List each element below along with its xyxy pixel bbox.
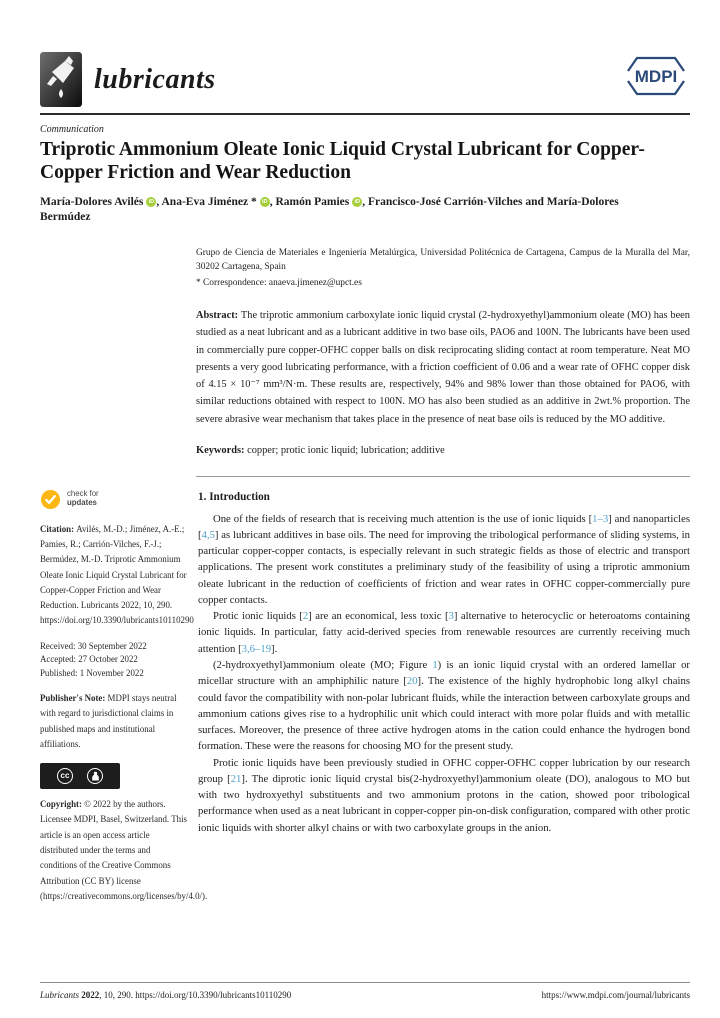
citation-label: Citation: [40, 523, 77, 534]
reference-link[interactable]: 20 [406, 675, 418, 688]
accepted-date: Accepted: 27 October 2022 [40, 654, 138, 665]
page-title: Triprotic Ammonium Oleate Ionic Liquid Crystal Lubricant for Copper-Copper Friction and Wear Reduction [40, 139, 645, 184]
check-icon [40, 489, 61, 510]
reference-link[interactable]: 1–3 [592, 512, 609, 525]
abstract-label: Abstract: [196, 310, 241, 322]
citation-text: Avilés, M.-D.; Jiménez, A.-E.; Pamies, R.; Carrión-Vilches, F.-J.; Bermúdez, M.-D. Triprotic Ammonium Oleate Ionic Liquid Crystal Lubricant for Copper-Copper Friction and Wear Reduction. Lubricants 2022, 10, 290. https://doi.org/10.3390/lubricants10110290 [40, 523, 194, 626]
copyright-label: Copyright: [40, 799, 85, 810]
copyright-text: © 2022 by the authors. Licensee MDPI, Basel, Switzerland. This article is an open access article distributed under the terms and conditions of the Creative Commons Attribution (CC BY) license (https://creativecommons.org/licenses/by/4.0/). [40, 799, 208, 901]
publishers-note-label: Publisher's Note: [40, 692, 108, 703]
body-paragraph: Protic ionic liquids have been previously studied in OFHC copper-OFHC copper lubrication by our research group [21]. The diprotic ionic liquid crystal bis(2-hydroxyethyl)ammonium oleate (DO), analogous to MO but with two hydroxyethyl substituents and two ammonium protons in the cation, showed poor tribological performance when used as a neat lubricant in copper-copper pin-on-disk configuration, compared with other protic ionic liquids with shorter alkyl chains or with two carboxylate groups in the anion. [198, 756, 690, 834]
footer-citation: Lubricants 2022, 10, 290. https://doi.org/10.3390/lubricants10110290 [40, 990, 292, 1000]
body-paragraph: Protic ionic liquids [2] are an economical, less toxic [3] alternative to heterocyclic or heteroatoms containing ionic liquids. In particular, fatty acid-derived species from renewable resources are currently receiving much attention [3,6–19]. [198, 610, 690, 655]
journal-name: lubricants [94, 63, 216, 95]
cc-icon: cc [57, 768, 73, 784]
orcid-icon[interactable]: iD [146, 197, 156, 207]
introduction-paragraphs [198, 511, 690, 836]
orcid-icon[interactable]: iD [260, 197, 270, 207]
mdpi-logo-text: MDPI [634, 67, 678, 86]
reference-link[interactable]: 3 [448, 610, 454, 623]
publishers-note [40, 691, 188, 752]
author-name: Francisco-José Carrión-Vilches [367, 195, 523, 208]
reference-link[interactable]: 21 [230, 772, 242, 785]
orcid-icon[interactable]: iD [352, 197, 362, 207]
correspondence-label: Correspondence: [203, 278, 269, 289]
reference-link[interactable]: 4,5 [201, 528, 215, 541]
mdpi-logo [622, 52, 690, 100]
author-name: Ramón Pamies [275, 195, 350, 208]
publishers-note-text: MDPI stays neutral with regard to jurisdictional claims in published maps and institutional affiliations. [40, 692, 177, 749]
author-name: María-Dolores Avilés [40, 195, 144, 208]
keywords-label: Keywords: [196, 445, 248, 456]
received-date: Received: 30 September 2022 [40, 640, 147, 651]
article-body [198, 489, 690, 916]
lubricants-oilcan-icon [40, 52, 82, 107]
dates-block [40, 640, 188, 680]
page-footer [40, 982, 690, 1000]
abstract-text: The triprotic ammonium carboxylate ionic liquid crystal (2-hydroxyethyl)ammonium oleate (MO) has been studied as a neat lubricant and as a lubricant additive in two base oils, PAO6 and 100N. The lubricants have been used in commercially pure copper-OFHC copper balls on disk reciprocating sliding contact at room temperature. Neat MO presents a very good lubricating performance, with a friction coefficient of 0.06 and a wear rate of OFHC copper disk of 4.15 × 10⁻⁷ mm³/N·m. These results are, respectively, 94% and 98% lower than those obtained for PAO6, with similar reductions obtained with respect to 100N. MO has also been studied as an additive in 2wt.% proportion. The severe abrasive wear mechanism that takes place in the presence of neat base oils is reduced by the MO additive. [196, 310, 690, 425]
cc-by-license-badge[interactable] [40, 763, 120, 789]
check-for-updates-badge[interactable] [40, 489, 188, 510]
correspondence-line [196, 276, 690, 290]
published-date: Published: 1 November 2022 [40, 667, 144, 678]
reference-link[interactable]: 3,6–19 [241, 642, 272, 655]
figure-link[interactable]: 1 [432, 659, 438, 672]
keywords [196, 443, 690, 459]
keywords-divider [196, 476, 690, 477]
footer-journal-url[interactable]: https://www.mdpi.com/journal/lubricants [541, 990, 690, 1000]
cc-by-person-icon [87, 768, 103, 784]
keywords-text: copper; protic ionic liquid; lubrication; additive [247, 445, 445, 456]
affiliation: Grupo de Ciencia de Materiales e Ingeniería Metalúrgica, Universidad Politécnica de Cartagena, Campus de la Muralla del Mar, 30202 Cartagena, Spain [196, 247, 690, 272]
body-paragraph: (2-hydroxyethyl)ammonium oleate (MO; Figure 1) is an ionic liquid crystal with an ordered lamellar or micellar structure with an amphiphilic nature [20]. The existence of the highly hydrophobic long alkyl chains could favor the compatibility with non-polar lubricant fluids, while the interaction between carboxylate groups and ammonium cations gives rise to a hydrophilic unit which could interact with more polar fluids and with metallic surfaces. Moreover, the presence of three active hydrogen atoms in the cation could enhance the hydrogen bond formation. These were the reasons for choosing MO for the present study. [198, 659, 690, 753]
meta-block [196, 246, 690, 477]
reference-link[interactable]: 2 [302, 610, 309, 623]
author-list: María-Dolores Avilés iD , Ana-Eva Jiménez * iD , Ramón Pamies iD , Francisco-José Carrión-Vilches and María-Dolores Bermúdez [40, 195, 619, 224]
article-type: Communication [40, 124, 104, 135]
author-name: María-Dolores Bermúdez [40, 195, 619, 224]
body-paragraph: One of the fields of research that is receiving much attention is the use of ionic liquids [1–3] and nanoparticles [4,5] as lubricant additives in base oils. The need for improving the tribological performance of sliding systems, in particular copper-copper contacts, is especially relevant in such strategic fields as those of electric and transport applications. The present work constitutes a preliminary study of the feasibility of using a triprotic ammonium oleate lubricant in the reduction of coefficients of friction and wear rates in OFHC copper-commercially pure copper contacts. [198, 512, 690, 606]
section-heading-introduction: 1. Introduction [198, 490, 270, 503]
corresponding-asterisk: * [250, 195, 257, 208]
abstract [196, 307, 690, 428]
copyright-block [40, 797, 208, 904]
author-name: Ana-Eva Jiménez [161, 195, 249, 208]
page-header [40, 52, 690, 107]
citation-block [40, 522, 194, 629]
check-for-updates-label: check for updates [67, 489, 99, 508]
correspondence-email[interactable]: anaeva.jimenez@upct.es [268, 278, 362, 289]
correspondence-asterisk: * [196, 278, 201, 289]
header-rule [40, 113, 690, 115]
journal-brand [40, 52, 216, 107]
